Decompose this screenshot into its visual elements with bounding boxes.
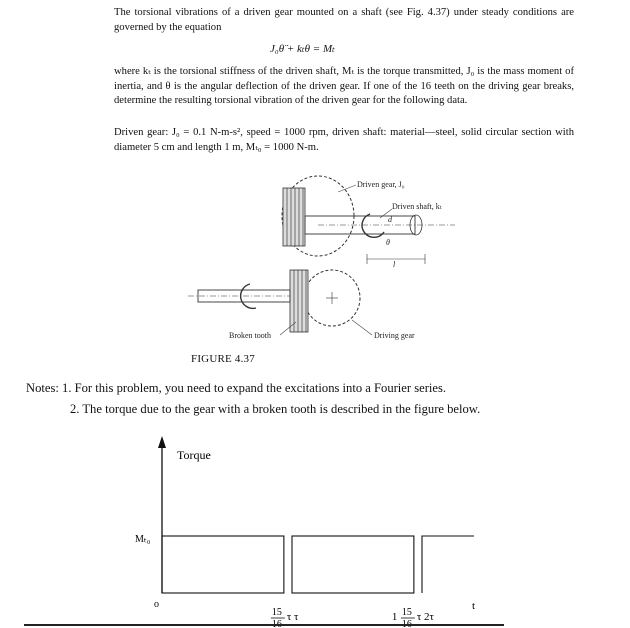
torque-pulse-2 — [422, 536, 474, 593]
torque-chart — [0, 430, 630, 628]
bottom-rule — [24, 624, 504, 626]
tick-label-3: 2τ — [424, 611, 434, 623]
driving-gear-drawing — [188, 270, 360, 332]
tick-numerator-0: 15 — [271, 607, 282, 618]
theta-label: θ — [386, 238, 390, 247]
tick-suffix-2: τ — [416, 611, 422, 623]
note-2: 2. The torque due to the gear with a broken tooth is described in the figure below. — [70, 402, 481, 416]
tick-label-1: τ — [294, 611, 299, 623]
origin-label: o — [154, 599, 159, 610]
tick-suffix-0: τ — [286, 611, 292, 623]
x-axis-label: t — [472, 600, 476, 612]
level-label: Mₜ₀ — [135, 534, 151, 545]
problem-intro: The torsional vibrations of a driven gear mounted on a shaft (see Fig. 4.37) under steady conditions are governed by the equation — [114, 7, 574, 33]
note-1: Notes: 1. For this problem, you need to expand the excitations into a Fourier series. — [26, 381, 447, 395]
length-label: l — [393, 260, 396, 269]
problem-definitions: where kₜ is the torsional stiffness of the driven shaft, Mₜ is the torque transmitted, J₀ is the mass moment of inertia, and θ is the angular deflection of the driven gear. If one of the 16 teeth on the driving gear breaks, determine the resulting torsional vibration of the driven gear for the following data. — [114, 66, 574, 107]
notes-block — [26, 378, 480, 420]
driven-gear-drawing — [282, 176, 455, 264]
torque-pulse-1 — [292, 536, 414, 593]
driven-shaft-label: Driven shaft, kₜ — [392, 202, 443, 211]
y-axis-arrow-icon — [158, 436, 166, 448]
y-axis-label: Torque — [177, 448, 211, 462]
tick-numerator-2: 15 — [401, 607, 412, 618]
figure-caption: FIGURE 4.37 — [191, 353, 255, 365]
problem-data: Driven gear: J₀ = 0.1 N-m-s², speed = 1000 rpm, driven shaft: material—steel, solid circular section with diameter 5 cm and length 1 m, Mₜ₀ = 1000 N-m. — [114, 127, 574, 153]
diameter-label: d — [388, 215, 392, 224]
tick-prefix-2: 1 — [391, 611, 398, 623]
broken-tooth-label: Broken tooth — [229, 331, 271, 340]
gear-figure — [0, 170, 630, 355]
driven-gear-label: Driven gear, J₀ — [357, 180, 405, 189]
driving-gear-label: Driving gear — [374, 331, 415, 340]
torque-pulse-0 — [162, 536, 284, 593]
governing-equation: J₀θ̈ + kₜθ = Mₜ — [270, 43, 335, 55]
